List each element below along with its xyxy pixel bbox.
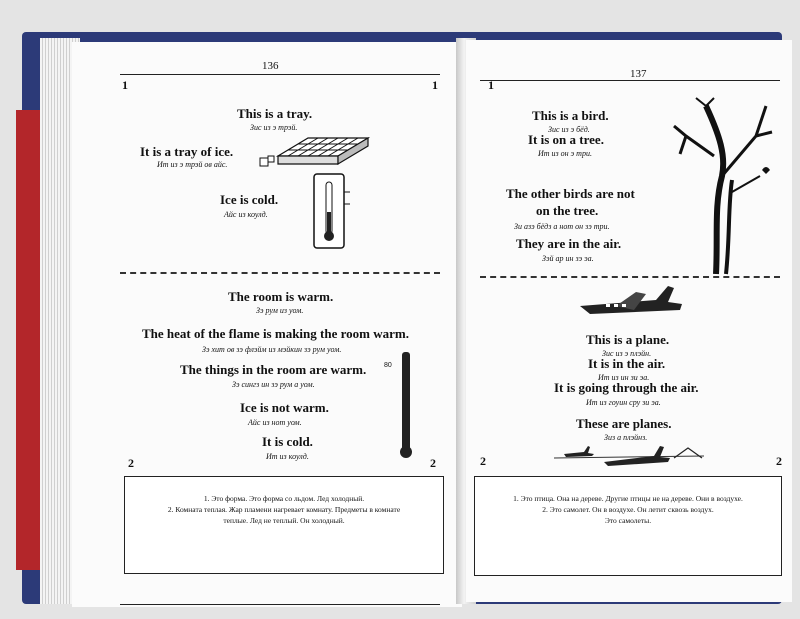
sentence: Ice is cold. <box>220 192 279 207</box>
sentence: The heat of the flame is making the room warm. <box>142 326 409 341</box>
translation-line: 2. Комната теплая. Жар пламени нагревает комнату. Предметы в комнате <box>167 505 401 514</box>
transcription: Ит из он э три. <box>538 149 592 158</box>
translation-line: 1. Это птица. Она на дереве. Другие птицы не на дереве. Они в воздухе. <box>513 494 743 503</box>
transcription: Зэ хит ов зэ флэйм из мэйкин зэ рум уом. <box>202 345 342 354</box>
section-divider <box>120 272 440 274</box>
sentence: on the tree. <box>536 203 599 218</box>
section-number: 2 <box>128 456 134 470</box>
sentence: The room is warm. <box>228 289 334 304</box>
transcription: Зэ сингз ин зэ рум а уом. <box>232 380 315 389</box>
sentence: The things in the room are warm. <box>180 362 367 377</box>
section-number: 1 <box>432 78 438 92</box>
transcription: Ит из гоуин сру зи эа. <box>586 398 661 407</box>
section-number: 2 <box>480 454 486 468</box>
sentence: It is a tray of ice. <box>140 144 234 159</box>
transcription: Айс из коулд. <box>224 210 268 219</box>
sentence: This is a bird. <box>532 108 609 123</box>
translation-box <box>124 476 444 574</box>
section-number: 2 <box>430 456 436 470</box>
transcription: Зэ рум из уом. <box>256 306 304 315</box>
right-page <box>466 40 792 602</box>
plane-illustration <box>576 284 686 324</box>
page-number: 137 <box>630 68 647 80</box>
transcription: Зис из э бёд. <box>548 125 590 134</box>
section-number: 1 <box>488 78 494 92</box>
sentence: It is cold. <box>262 434 313 449</box>
header-rule <box>480 80 780 81</box>
section-divider <box>480 276 780 278</box>
transcription: Зис из э плэйн. <box>602 349 652 358</box>
transcription: Зэй ар ин зэ эа. <box>542 254 594 263</box>
tall-thermometer <box>382 348 418 464</box>
sentence: The other birds are not <box>506 186 635 201</box>
transcription: Ит из ин зи эа. <box>598 373 650 382</box>
footer-rule <box>120 604 440 605</box>
transcription: Зис из э трэй. <box>250 123 298 132</box>
translation-line: теплые. Лед не теплый. Он холодный. <box>223 516 345 525</box>
sentence: It is in the air. <box>588 356 666 371</box>
ice-tray-illustration <box>258 134 378 174</box>
header-rule <box>120 74 440 75</box>
section-number: 2 <box>776 454 782 468</box>
transcription: Айс из нот уом. <box>248 418 302 427</box>
translation-line: 1. Это форма. Это форма со льдом. Лед холодный. <box>203 494 365 503</box>
translation-box <box>474 476 782 576</box>
sentence: This is a tray. <box>237 106 313 121</box>
transcription: Ит из коулд. <box>266 452 309 461</box>
sentence: They are in the air. <box>516 236 622 251</box>
sentence: It is on a tree. <box>528 132 604 147</box>
planes-illustration <box>554 442 704 472</box>
transcription: Зи азэ бёдз а нот он зэ три. <box>514 222 610 231</box>
thermometer-illustration <box>312 172 352 252</box>
sentence: This is a plane. <box>586 332 670 347</box>
left-page <box>72 42 462 607</box>
tree-with-bird-illustration <box>666 96 776 276</box>
sentence: It is going through the air. <box>554 380 699 395</box>
thermometer-label: 80 <box>384 362 392 369</box>
translation-line: Это самолеты. <box>604 516 652 525</box>
section-number: 1 <box>122 78 128 92</box>
sentence: Ice is not warm. <box>240 400 329 415</box>
translation-line: 2. Это самолет. Он в воздухе. Он летит сквозь воздух. <box>542 505 714 514</box>
transcription: Зиз а плэйнз. <box>604 433 648 442</box>
page-number: 136 <box>262 60 279 72</box>
transcription: Ит из э трэй ов айс. <box>157 160 228 169</box>
sentence: These are planes. <box>576 416 672 431</box>
